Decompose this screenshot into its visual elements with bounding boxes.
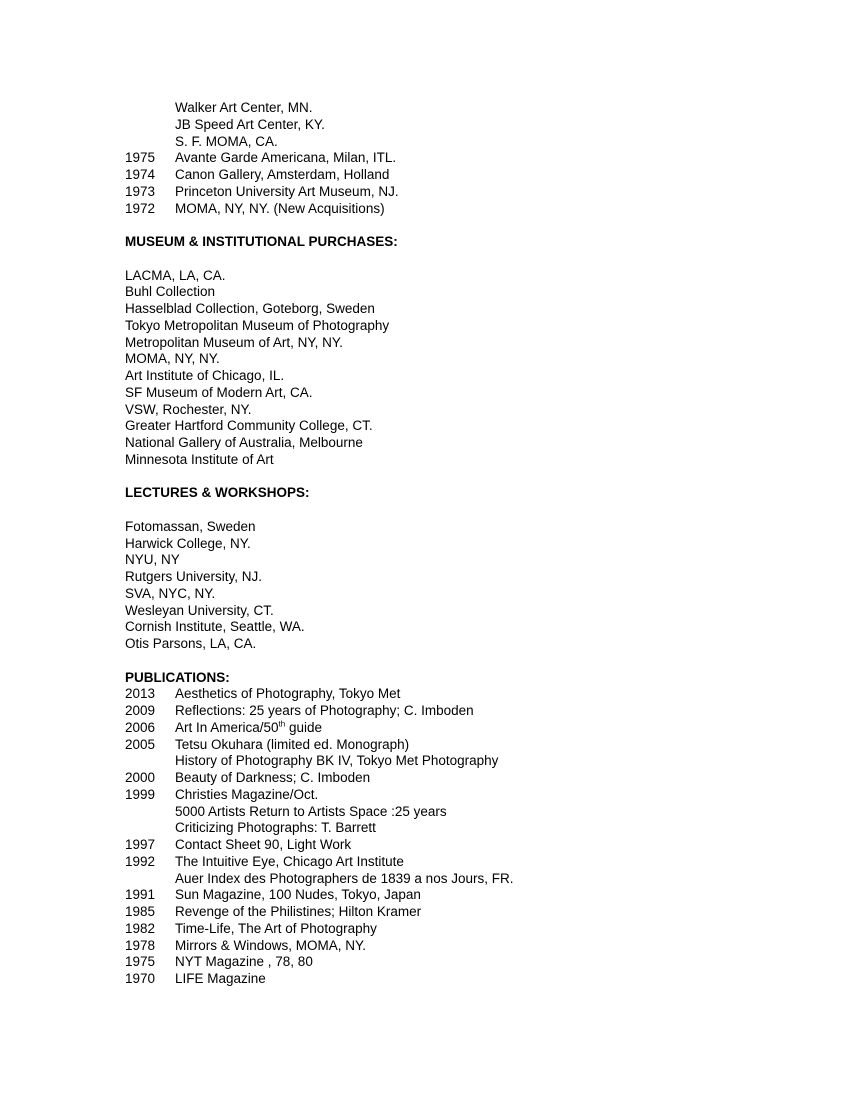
- list-item: [125, 100, 765, 117]
- entry-text: Cornish Institute, Seattle, WA.: [125, 619, 305, 635]
- entry-text: NYT Magazine , 78, 80: [175, 954, 313, 970]
- museum-purchases-list: [125, 268, 765, 469]
- year: 1997: [125, 837, 156, 852]
- entry-text: LACMA, LA, CA.: [125, 267, 226, 283]
- list-item: [125, 435, 765, 452]
- museum-purchases-heading: MUSEUM & INSTITUTIONAL PURCHASES:: [125, 234, 398, 249]
- year: 1985: [125, 904, 156, 919]
- list-item: [125, 134, 765, 151]
- ordinal-superscript: th: [278, 719, 286, 729]
- list-item: [125, 418, 765, 435]
- list-item: [125, 552, 765, 569]
- year: 1972: [125, 200, 156, 216]
- entry-text: Reflections: 25 years of Photography; C. Imboden: [175, 703, 474, 718]
- year: 2009: [125, 703, 156, 718]
- list-item: [125, 703, 765, 720]
- entry-text: Hasselblad Collection, Goteborg, Sweden: [125, 301, 375, 316]
- year: 1970: [125, 971, 156, 986]
- entry-text: MOMA, NY, NY. (New Acquisitions): [175, 200, 385, 216]
- list-item: [125, 150, 765, 167]
- entry-text: Princeton University Art Museum, NJ.: [175, 183, 399, 199]
- entry-text: Time-Life, The Art of Photography: [175, 920, 377, 936]
- list-item: [125, 686, 765, 703]
- list-item: [125, 921, 765, 938]
- entry-text: Wesleyan University, CT.: [125, 602, 274, 618]
- entry-text: VSW, Rochester, NY.: [125, 401, 252, 417]
- entry-text: NYU, NY: [125, 552, 180, 568]
- entry-text: Christies Magazine/Oct.: [175, 786, 319, 802]
- list-item: [125, 954, 765, 971]
- list-item: [125, 335, 765, 352]
- year: 2000: [125, 770, 156, 785]
- entry-text: JB Speed Art Center, KY.: [175, 116, 325, 132]
- entry-text: MOMA, NY, NY.: [125, 351, 220, 367]
- list-item: [125, 351, 765, 368]
- entry-text-main: Art In America/50: [175, 719, 279, 735]
- entry-text: Walker Art Center, MN.: [175, 100, 313, 115]
- entry-text: Buhl Collection: [125, 284, 216, 300]
- year: 2005: [125, 736, 156, 752]
- list-item: [125, 904, 765, 921]
- entry-text: Minnesota Institute of Art: [125, 451, 274, 467]
- entry-text: [175, 720, 322, 737]
- list-item: [125, 804, 765, 821]
- resume-page: [125, 100, 765, 988]
- entry-text: Avante Garde Americana, Milan, ITL.: [175, 150, 397, 166]
- year: 1999: [125, 786, 156, 802]
- lectures-list: [125, 519, 765, 653]
- entry-text: Greater Hartford Community College, CT.: [125, 418, 373, 434]
- entry-text: National Gallery of Australia, Melbourne: [125, 435, 363, 450]
- year: 1982: [125, 920, 156, 936]
- lectures-heading: LECTURES & WORKSHOPS:: [125, 485, 310, 501]
- entry-text: Contact Sheet 90, Light Work: [175, 837, 352, 852]
- list-item: [125, 887, 765, 904]
- entry-text: Tetsu Okuhara (limited ed. Monograph): [175, 736, 410, 752]
- entry-text: Criticizing Photographs: T. Barrett: [175, 820, 376, 836]
- year: 1973: [125, 183, 156, 199]
- list-item: [125, 284, 765, 301]
- entry-text: LIFE Magazine: [175, 971, 266, 986]
- list-item: [125, 117, 765, 134]
- entry-text: History of Photography BK IV, Tokyo Met Photography: [175, 753, 499, 769]
- list-item: [125, 569, 765, 586]
- entry-text: The Intuitive Eye, Chicago Art Institute: [175, 853, 404, 869]
- list-item: [125, 167, 765, 184]
- entry-text: Auer Index des Photographers de 1839 a nos Jours, FR.: [175, 870, 514, 886]
- entry-text: Revenge of the Philistines; Hilton Kramer: [175, 904, 422, 919]
- list-item: [125, 636, 765, 653]
- list-item: [125, 318, 765, 335]
- entry-text: Tokyo Metropolitan Museum of Photography: [125, 317, 390, 333]
- list-item: [125, 201, 765, 218]
- entry-text: Metropolitan Museum of Art, NY, NY.: [125, 334, 343, 350]
- entry-text: S. F. MOMA, CA.: [175, 133, 278, 149]
- entry-text: Otis Parsons, LA, CA.: [125, 636, 257, 651]
- entry-text: Rutgers University, NJ.: [125, 569, 263, 584]
- entry-text: SF Museum of Modern Art, CA.: [125, 384, 313, 400]
- entry-text: Fotomassan, Sweden: [125, 518, 256, 534]
- year: 1992: [125, 853, 156, 869]
- list-item: [125, 301, 765, 318]
- list-item: [125, 787, 765, 804]
- list-item: [125, 971, 765, 988]
- list-item: [125, 854, 765, 871]
- list-item: [125, 184, 765, 201]
- list-item: [125, 586, 765, 603]
- year: 1975: [125, 954, 156, 970]
- entry-text: Sun Magazine, 100 Nudes, Tokyo, Japan: [175, 887, 421, 903]
- year: 1975: [125, 150, 156, 166]
- list-item: [125, 519, 765, 536]
- list-item: [125, 938, 765, 955]
- list-item: [125, 820, 765, 837]
- list-item: [125, 268, 765, 285]
- year: 2006: [125, 719, 156, 735]
- list-item: [125, 837, 765, 854]
- year: 1991: [125, 887, 156, 903]
- list-item: [125, 619, 765, 636]
- entry-text: Beauty of Darkness; C. Imboden: [175, 770, 371, 785]
- publications-list: [125, 686, 765, 988]
- year: 1974: [125, 167, 156, 182]
- year: 2013: [125, 686, 156, 702]
- list-item: [125, 737, 765, 754]
- list-item: [125, 770, 765, 787]
- entry-text: 5000 Artists Return to Artists Space :25 years: [175, 803, 447, 819]
- exhibitions-list: [125, 100, 765, 217]
- entry-text: Mirrors & Windows, MOMA, NY.: [175, 937, 367, 953]
- entry-text: SVA, NYC, NY.: [125, 585, 216, 601]
- list-item: [125, 603, 765, 620]
- entry-text: Harwick College, NY.: [125, 535, 251, 551]
- list-item: [125, 871, 765, 888]
- list-item: [125, 452, 765, 469]
- list-item: [125, 385, 765, 402]
- entry-text: Canon Gallery, Amsterdam, Holland: [175, 167, 390, 182]
- publications-heading: PUBLICATIONS:: [125, 669, 230, 685]
- list-item: [125, 753, 765, 770]
- entry-text-suffix: guide: [285, 719, 323, 735]
- list-item: [125, 536, 765, 553]
- list-item: [125, 402, 765, 419]
- entry-text: Aesthetics of Photography, Tokyo Met: [175, 686, 401, 702]
- list-item: [125, 720, 765, 737]
- entry-text: Art Institute of Chicago, IL.: [125, 368, 285, 383]
- year: 1978: [125, 937, 156, 953]
- list-item: [125, 368, 765, 385]
